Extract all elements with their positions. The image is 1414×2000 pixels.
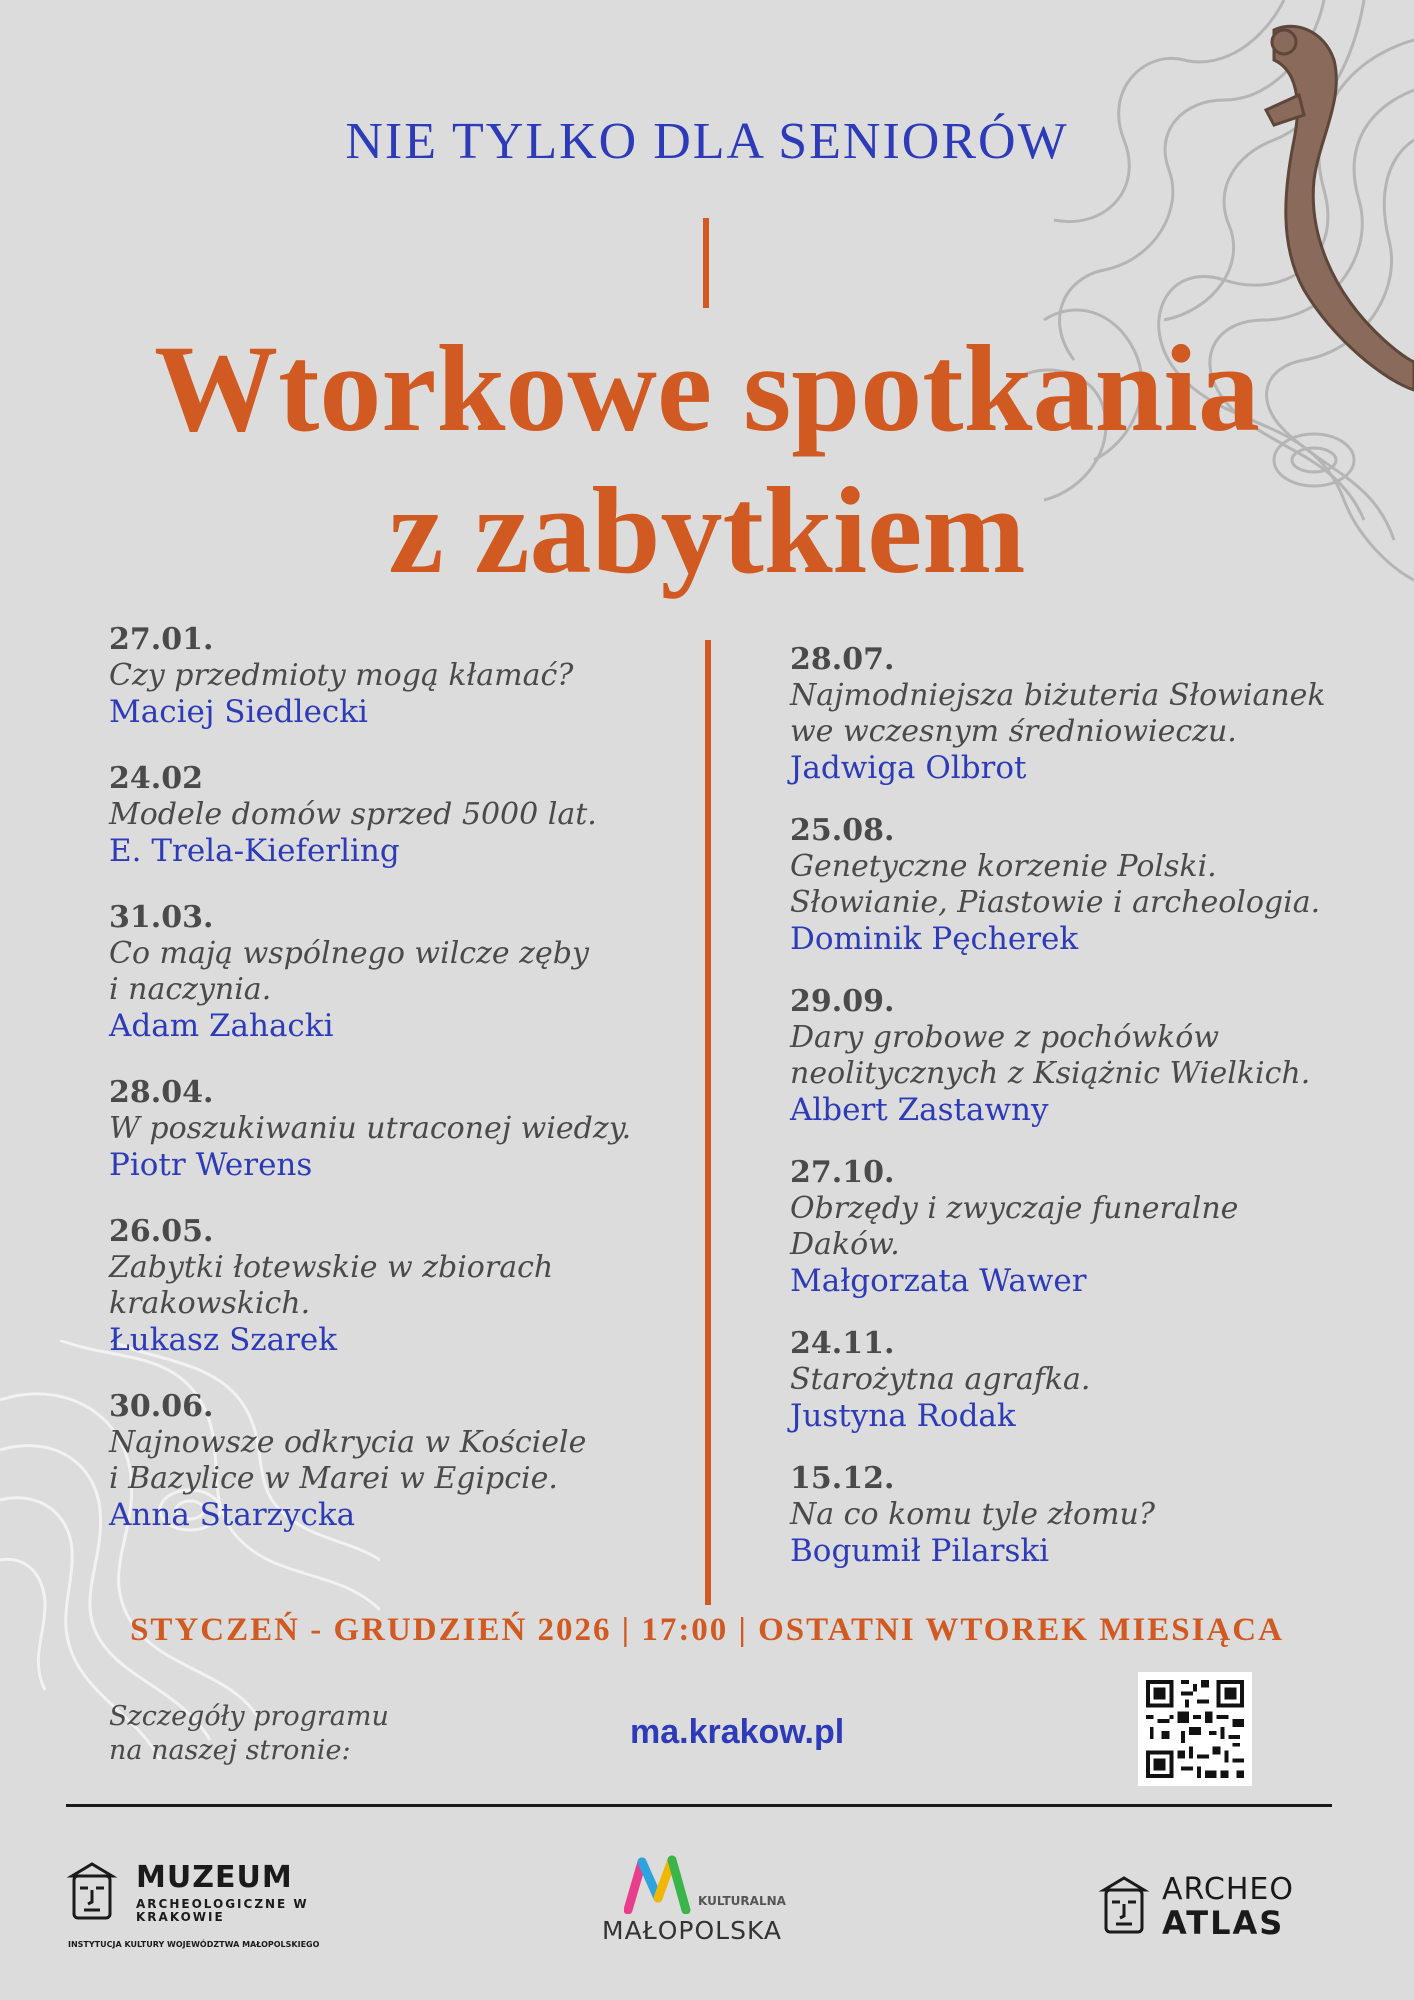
museum-subtitle-text: ARCHEOLOGICZNE W KRAKOWIE — [136, 1897, 309, 1924]
event-speaker: Łukasz Szarek — [109, 1322, 338, 1358]
event-date: 26.05. — [109, 1214, 214, 1249]
events-column-right — [790, 642, 1410, 1570]
event-item — [109, 761, 729, 870]
event-topic: Obrzędy i zwyczaje funeralne Daków. — [790, 1191, 1239, 1262]
footer-divider — [66, 1804, 1332, 1807]
events-column-left — [109, 622, 729, 1564]
event-speaker: Dominik Pęcherek — [790, 921, 1079, 957]
event-date: 31.03. — [109, 900, 214, 935]
event-item — [790, 642, 1410, 787]
event-speaker: Anna Starzycka — [109, 1497, 356, 1533]
event-item — [109, 1389, 729, 1534]
event-speaker: Jadwiga Olbrot — [790, 750, 1027, 786]
archeo-atlas-logo[interactable] — [1096, 1872, 1336, 1942]
museum-face-icon — [64, 1860, 120, 1924]
event-speaker: Adam Zahacki — [109, 1008, 334, 1044]
museum-institution-text: INSTYTUCJA KULTURY WOJEWÓDZTWA MAŁOPOLSKIEGO — [68, 1940, 320, 1949]
archeo-text: ARCHEO — [1162, 1872, 1294, 1907]
event-date: 29.09. — [790, 984, 895, 1019]
malopolska-logo[interactable] — [600, 1850, 800, 1950]
event-topic: Najnowsze odkrycia w Kościele i Bazylice w Marei w Egipcie. — [109, 1425, 587, 1496]
archeo-atlas-face-icon — [1096, 1874, 1152, 1938]
event-topic: Dary grobowe z pochówków neolitycznych z Książnic Wielkich. — [790, 1020, 1311, 1091]
event-topic: Co mają wspólnego wilcze zęby i naczynia. — [109, 936, 589, 1007]
title-line-2: z zabytkiem — [388, 462, 1026, 599]
event-item — [109, 1214, 729, 1359]
website-link[interactable]: ma.krakow.pl — [630, 1713, 845, 1751]
event-item — [109, 622, 729, 731]
atlas-text: ATLAS — [1162, 1904, 1285, 1942]
event-topic: Czy przedmioty mogą kłamać? — [109, 658, 574, 693]
event-item — [790, 1155, 1410, 1300]
event-date: 28.07. — [790, 642, 895, 677]
event-topic: W poszukiwaniu utraconej wiedzy. — [109, 1111, 632, 1146]
event-date: 25.08. — [790, 813, 895, 848]
event-speaker: Piotr Werens — [109, 1147, 313, 1183]
event-item — [109, 1075, 729, 1184]
event-item — [790, 1326, 1410, 1435]
malopolska-m-icon — [624, 1854, 694, 1914]
title-divider-bar — [703, 218, 709, 308]
event-topic: Starożytna agrafka. — [790, 1362, 1091, 1397]
event-date: 27.01. — [109, 622, 214, 657]
event-date: 30.06. — [109, 1389, 214, 1424]
event-speaker: Justyna Rodak — [790, 1398, 1016, 1434]
event-topic: Na co komu tyle złomu? — [790, 1497, 1155, 1532]
malopolska-name-text: MAŁOPOLSKA — [602, 1916, 783, 1945]
event-date: 28.04. — [109, 1075, 214, 1110]
event-date: 24.02 — [109, 761, 203, 796]
museum-name-text: MUZEUM — [136, 1860, 293, 1895]
malopolska-small-text: KULTURALNA — [698, 1894, 786, 1908]
event-date: 24.11. — [790, 1326, 895, 1361]
event-speaker: Maciej Siedlecki — [109, 694, 368, 730]
event-speaker: E. Trela-Kieferling — [109, 833, 400, 869]
qr-code[interactable] — [1138, 1672, 1252, 1786]
event-item — [790, 813, 1410, 958]
museum-logo[interactable] — [64, 1860, 344, 1949]
event-item — [790, 984, 1410, 1129]
page-title — [0, 318, 1414, 602]
event-item — [790, 1461, 1410, 1570]
schedule-info: STYCZEŃ - GRUDZIEŃ 2026 | 17:00 | OSTATNI WTOREK MIESIĄCA — [130, 1612, 1284, 1648]
details-text: Szczegóły programu na naszej stronie: — [109, 1701, 389, 1766]
event-topic: Genetyczne korzenie Polski. Słowianie, Piastowie i archeologia. — [790, 849, 1321, 920]
event-speaker: Bogumił Pilarski — [790, 1533, 1050, 1569]
event-date: 15.12. — [790, 1461, 895, 1496]
event-topic: Najmodniejsza biżuteria Słowianek we wczesnym średniowieczu. — [790, 678, 1326, 749]
event-date: 27.10. — [790, 1155, 895, 1190]
event-topic: Modele domów sprzed 5000 lat. — [109, 797, 597, 832]
event-speaker: Albert Zastawny — [790, 1092, 1049, 1128]
title-line-1: Wtorkowe spotkania — [154, 320, 1260, 457]
event-speaker: Małgorzata Wawer — [790, 1263, 1087, 1299]
event-series-subtitle: NIE TYLKO DLA SENIORÓW — [345, 113, 1069, 170]
event-item — [109, 900, 729, 1045]
event-topic: Zabytki łotewskie w zbiorach krakowskich. — [109, 1250, 554, 1321]
